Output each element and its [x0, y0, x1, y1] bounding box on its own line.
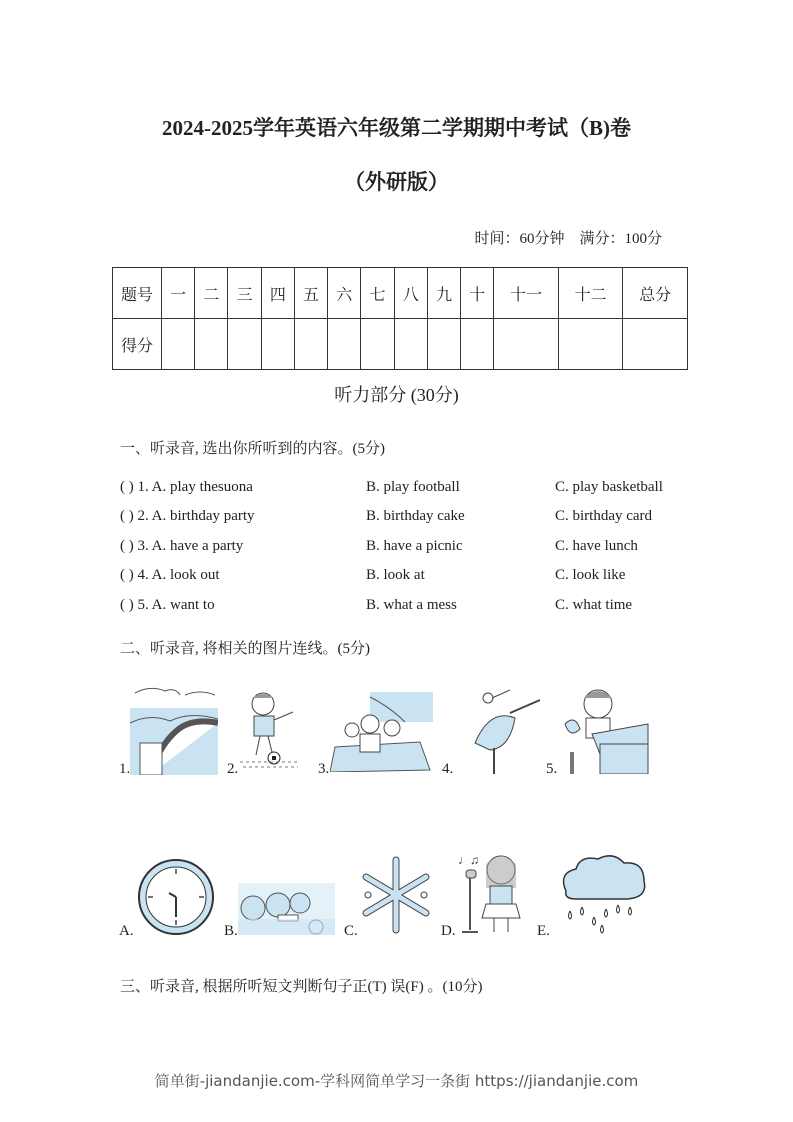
- score-cell: [228, 319, 261, 370]
- q2-top-label: 5.: [546, 761, 558, 777]
- score-table: [112, 267, 688, 370]
- score-cell: [261, 319, 294, 370]
- score-table-header-cell: 八: [394, 268, 427, 319]
- score-cell: [328, 319, 361, 370]
- score-table-header-cell: 十: [461, 268, 494, 319]
- rain-cloud-picture: [558, 853, 648, 935]
- q1-option-b: B. have a picnic: [366, 538, 463, 554]
- q1-option-a: ( ) 2. A. birthday party: [120, 508, 255, 524]
- score-table-header-cell: 九: [427, 268, 460, 319]
- q2-top-label: 3.: [318, 761, 330, 777]
- score-table-header-cell: 总分: [623, 268, 688, 319]
- exam-time-info: [474, 227, 662, 248]
- snowflake-picture: [360, 855, 432, 935]
- q1-option-a: ( ) 1. A. play thesuona: [120, 479, 253, 495]
- page-subtitle: （外研版）: [344, 170, 449, 194]
- q2-top-label: 2.: [227, 761, 239, 777]
- boy-writing-at-desk-picture: [560, 684, 650, 774]
- score-table-header-cell: 七: [361, 268, 394, 319]
- score-table-header-cell: 二: [195, 268, 228, 319]
- score-table-header-cell: 十一: [494, 268, 559, 319]
- score-cell: [294, 319, 327, 370]
- q1-item: [120, 479, 720, 499]
- score-cell: [494, 319, 559, 370]
- q2-top-label: 4.: [442, 761, 454, 777]
- q1-option-a: ( ) 5. A. want to: [120, 597, 215, 613]
- q1-item: [120, 597, 720, 617]
- great-wall-picture: [130, 683, 218, 775]
- family-picnic-picture: [330, 692, 433, 772]
- score-cell: [361, 319, 394, 370]
- park-scene-picture: [238, 883, 335, 935]
- score-table-header-cell: 五: [294, 268, 327, 319]
- q1-item: [120, 538, 720, 558]
- boy-playing-football-picture: [238, 690, 308, 770]
- q2-bottom-label: A.: [119, 923, 134, 939]
- q2-top-label: 1.: [119, 761, 131, 777]
- q1-option-b: B. birthday cake: [366, 508, 465, 524]
- q2-heading: 二、听录音, 将相关的图片连线。(5分): [120, 641, 370, 657]
- ballet-dancer-picture: [470, 688, 545, 776]
- clock-picture: [136, 857, 216, 937]
- q2-bottom-label: C.: [344, 923, 358, 939]
- girl-singing-picture: [456, 850, 531, 936]
- footer-watermark: 简单街-jiandanjie.com-学科网简单学习一条街 https://jiandanjie.com: [154, 1072, 639, 1090]
- score-cell: [461, 319, 494, 370]
- score-table-header-cell: 一: [162, 268, 195, 319]
- score-row-label: 得分: [113, 319, 162, 370]
- score-cell: [558, 319, 623, 370]
- q3-heading: 三、听录音, 根据所听短文判断句子正(T) 误(F) 。(10分): [120, 979, 483, 995]
- q2-bottom-label: D.: [441, 923, 456, 939]
- exam-duration: 时间：60分钟: [474, 231, 565, 247]
- q1-option-a: ( ) 4. A. look out: [120, 567, 220, 583]
- q1-option-b: B. look at: [366, 567, 425, 583]
- score-cell: [623, 319, 688, 370]
- exam-full-score: 满分：100分: [579, 231, 662, 247]
- score-table-header-cell: 六: [328, 268, 361, 319]
- q1-option-b: B. play football: [366, 479, 460, 495]
- score-table-header-cell: 题号: [113, 268, 162, 319]
- score-table-header-cell: 三: [228, 268, 261, 319]
- score-table-score-row: [113, 319, 688, 370]
- score-table-header-row: [113, 268, 688, 319]
- q1-option-c: C. birthday card: [555, 508, 653, 524]
- q1-option-a: ( ) 3. A. have a party: [120, 538, 244, 554]
- q1-option-c: C. have lunch: [555, 538, 638, 554]
- score-cell: [427, 319, 460, 370]
- score-table-header-cell: 四: [261, 268, 294, 319]
- listening-section-heading: 听力部分 (30分): [334, 385, 459, 405]
- q1-option-c: C. what time: [555, 597, 633, 613]
- q1-item: [120, 567, 720, 587]
- q1-option-b: B. what a mess: [366, 597, 457, 613]
- q1-heading: 一、听录音, 选出你所听到的内容。(5分): [120, 441, 385, 457]
- score-cell: [195, 319, 228, 370]
- page-title: 2024-2025学年英语六年级第二学期期中考试（B)卷: [162, 116, 631, 140]
- score-cell: [162, 319, 195, 370]
- q2-bottom-label: B.: [224, 923, 238, 939]
- svg-text:♩♫: ♩♫: [458, 853, 479, 867]
- q1-option-c: C. play basketball: [555, 479, 663, 495]
- q1-option-c: C. look like: [555, 567, 626, 583]
- q2-bottom-label: E.: [537, 923, 550, 939]
- score-cell: [394, 319, 427, 370]
- score-table-header-cell: 十二: [558, 268, 623, 319]
- q1-item: [120, 508, 720, 528]
